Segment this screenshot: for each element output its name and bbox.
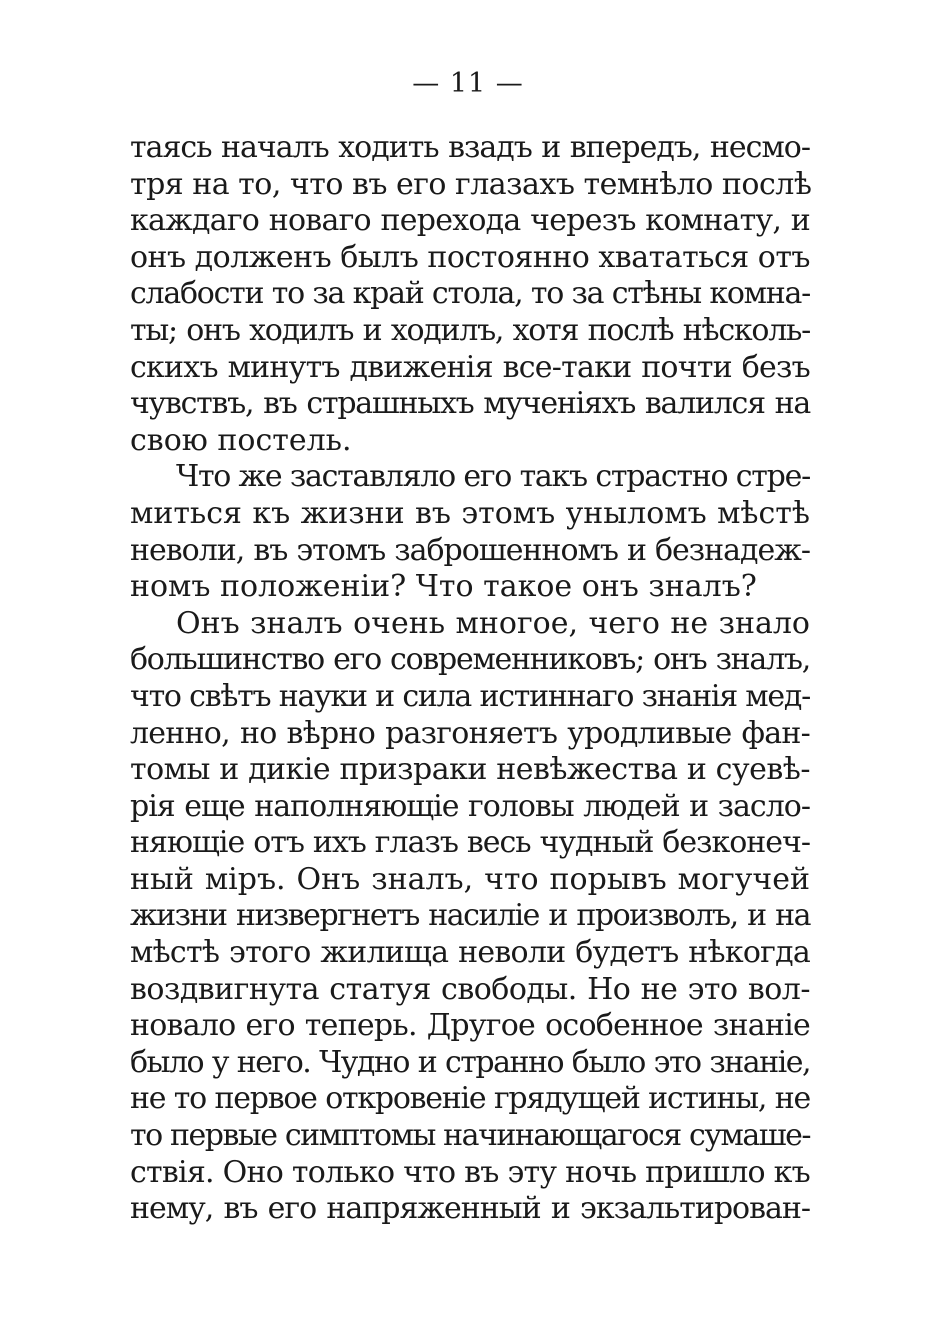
text-line: Онъ зналъ очень многое, чего не знало — [176, 605, 810, 641]
text-line: то первые симптомы начинающагося сумаше- — [130, 1118, 810, 1154]
text-line: скихъ минутъ движенія все-таки почти безъ — [130, 349, 810, 385]
paragraph-1 — [130, 130, 810, 459]
text-line: не то первое откровеніе грядущей истины, не — [130, 1081, 810, 1117]
text-line: неволи, въ этомъ заброшенномъ и безнадеж- — [130, 532, 810, 568]
text-line: жизни низвергнетъ насиліе и произволъ, и на — [130, 898, 810, 934]
text-line: ный міръ. Онъ зналъ, что порывъ могучей — [130, 861, 810, 897]
paragraph-3 — [130, 606, 810, 1228]
text-line: что свѣтъ науки и сила истиннаго знанія мед- — [130, 678, 810, 714]
text-line: воздвигнута статуя свободы. Но не это вол- — [130, 971, 810, 1007]
text-line: ты; онъ ходилъ и ходилъ, хотя послѣ нѣсколь- — [130, 312, 810, 348]
text-line: новало его теперь. Другое особенное знаніе — [130, 1008, 810, 1044]
text-line: миться къ жизни въ этомъ уныломъ мѣстѣ — [130, 495, 810, 531]
text-line: чувствъ, въ страшныхъ мученіяхъ валился на — [130, 386, 810, 422]
text-line: слабости то за край стола, то за стѣны комна- — [130, 276, 810, 312]
text-line: было у него. Чудно и странно было это знаніе, — [130, 1044, 810, 1080]
text-line: онъ долженъ былъ постоянно хвататься отъ — [130, 239, 811, 275]
text-line: рія еще наполняющіе головы людей и засло- — [130, 788, 810, 824]
text-line: нему, въ его напряженный и экзальтирован- — [130, 1191, 810, 1227]
text-line: свою постель. — [130, 422, 352, 458]
text-line: тря на то, что въ его глазахъ темнѣло послѣ — [130, 166, 812, 202]
text-line: номъ положеніи? Что такое онъ зналъ? — [130, 569, 757, 605]
body-text — [130, 130, 810, 1228]
text-line: няющіе отъ ихъ глазъ весь чудный безконеч- — [130, 825, 810, 861]
text-line: ствія. Оно только что въ эту ночь пришло къ — [130, 1154, 810, 1190]
text-line: каждаго новаго перехода черезъ комнату, и — [130, 203, 810, 239]
text-line: Что же заставляло его такъ страстно стре- — [176, 459, 810, 495]
text-line: ленно, но вѣрно разгоняетъ уродливые фан- — [130, 715, 810, 751]
text-line: большинство его современниковъ; онъ зналъ, — [130, 642, 810, 678]
paragraph-2 — [130, 459, 810, 605]
page-number: — 11 — — [412, 68, 524, 99]
text-line: таясь началъ ходить взадъ и впередъ, несмо- — [130, 130, 810, 165]
text-line: мѣстѣ этого жилища неволи будетъ нѣкогда — [130, 935, 810, 971]
text-line: томы и дикіе призраки невѣжества и суевѣ- — [130, 752, 810, 788]
